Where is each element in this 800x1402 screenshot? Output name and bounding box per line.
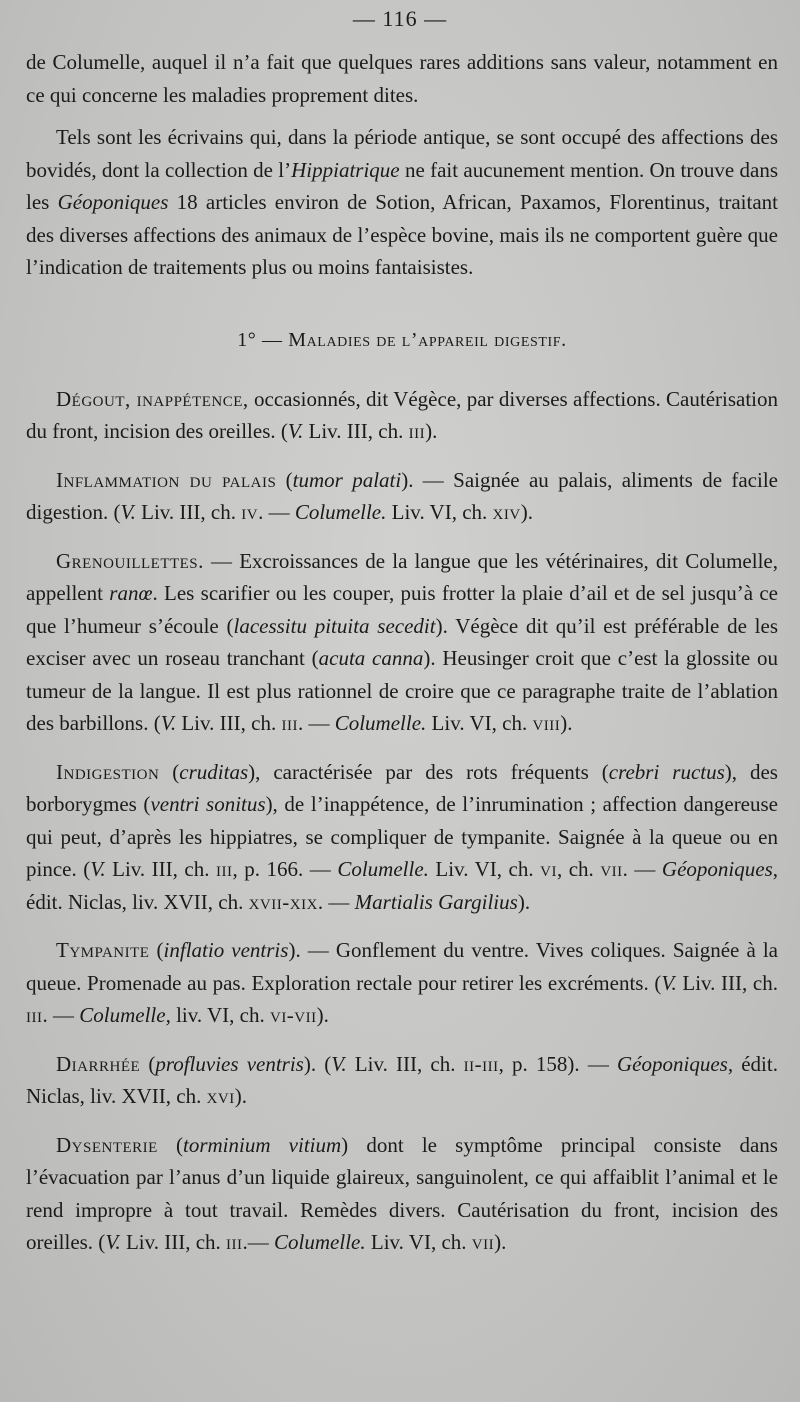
entry-indigestion: Indigestion (cruditas), caractérisée par des rots fréquents (crebri ructus), des borborygmes (ventri sonitus), de l’inappétence, de l’inrumination ; affection dangereuse qui peut, d’après les hippiatres, se compliquer de tympanite. Saignée à la queue ou en pince. (V. Liv. III, ch. iii, p. 166. — Columelle. Liv. VI, ch. vi, ch. vii. — Géoponiques, édit. Niclas, liv. XVII, ch. xvii-xix. — Martialis Gargilius). [26, 759, 778, 914]
entry-term: Tympanite [56, 938, 150, 962]
section-heading: 1° — Maladies de l’appareil digestif. [237, 328, 567, 351]
entry-diarrhee: Diarrhée (profluvies ventris). (V. Liv. III, ch. ii-iii, p. 158). — Géoponiques, édit. Niclas, liv. XVII, ch. xvi). [26, 1051, 778, 1108]
page-number: — 116 — [352, 6, 448, 31]
intro-paragraph: Tels sont les écrivains qui, dans la période antique, se sont occupé des affections des bovidés, dont la collection de l’Hippiatrique ne fait aucunement mention. On trouve dans les Géoponiques 18 articles environ de Sotion, African, Paxamos, Florentinus, traitant des diverses affections des animaux de l’espèce bovine, mais ils ne comportent guère que l’indication de traitements plus ou moins fantaisistes. [26, 125, 779, 279]
entry-term: Dysenterie [56, 1132, 158, 1157]
entry-inflammation-du-palais: Inflammation du palais (tumor palati). — Saignée au palais, aliments de facile digestion. (V. Liv. III, ch. iv. — Columelle. Liv. VI, ch. xiv). [26, 467, 778, 524]
entry-term: Indigestion [56, 759, 160, 784]
entry-grenouillettes: Grenouillettes. — Excroissances de la langue que les vétérinaires, dit Columelle, appellent ranœ. Les scarifier ou les couper, puis frotter la plaie d’ail et de sel jusqu’à ce que l’humeur s’écoule (lacessitu pituita secedit). Végèce dit qu’il est préférable de les exciser avec un roseau tranchant (acuta canna). Heusinger croit que c’est la glossite ou tumeur de la langue. Il est plus rationnel de croire que ce paragraphe traite de l’ablation des barbillons. (V. Liv. III, ch. iii. — Columelle. Liv. VI, ch. viii). [26, 548, 779, 735]
entry-term: Grenouillettes. [56, 548, 204, 573]
intro-continuation: de Columelle, auquel il n’a fait que quelques rares additions sans valeur, notamment en ce qui concerne les maladies proprement dites. [26, 50, 778, 107]
entry-term: Inflammation du palais [56, 467, 277, 492]
entry-term: Diarrhée [56, 1051, 141, 1076]
entry-degout: Dégout, inappétence, occasionnés, dit Végèce, par diverses affections. Cautérisation du front, incision des oreilles. (V. Liv. III, ch. iii). [26, 386, 778, 443]
page-text [26, 46, 778, 1259]
entry-tympanite: Tympanite (inflatio ventris). — Gonflement du ventre. Vives coliques. Saignée à la queue. Promenade au pas. Exploration rectale pour retirer les excréments. (V. Liv. III, ch. iii. — Columelle, liv. VI, ch. vi-vii). [26, 938, 778, 1027]
entry-term: Dégout, inappétence, [56, 386, 249, 411]
entry-dysenterie: Dysenterie (torminium vitium) dont le symptôme principal consiste dans l’évacuation par l’anus d’un liquide glaireux, sanguinolent, ce qui affaiblit l’animal et le rend impropre à tout travail. Remèdes divers. Cautérisation du front, incision des oreilles. (V. Liv. III, ch. iii.— Columelle. Liv. VI, ch. vii). [26, 1132, 778, 1254]
